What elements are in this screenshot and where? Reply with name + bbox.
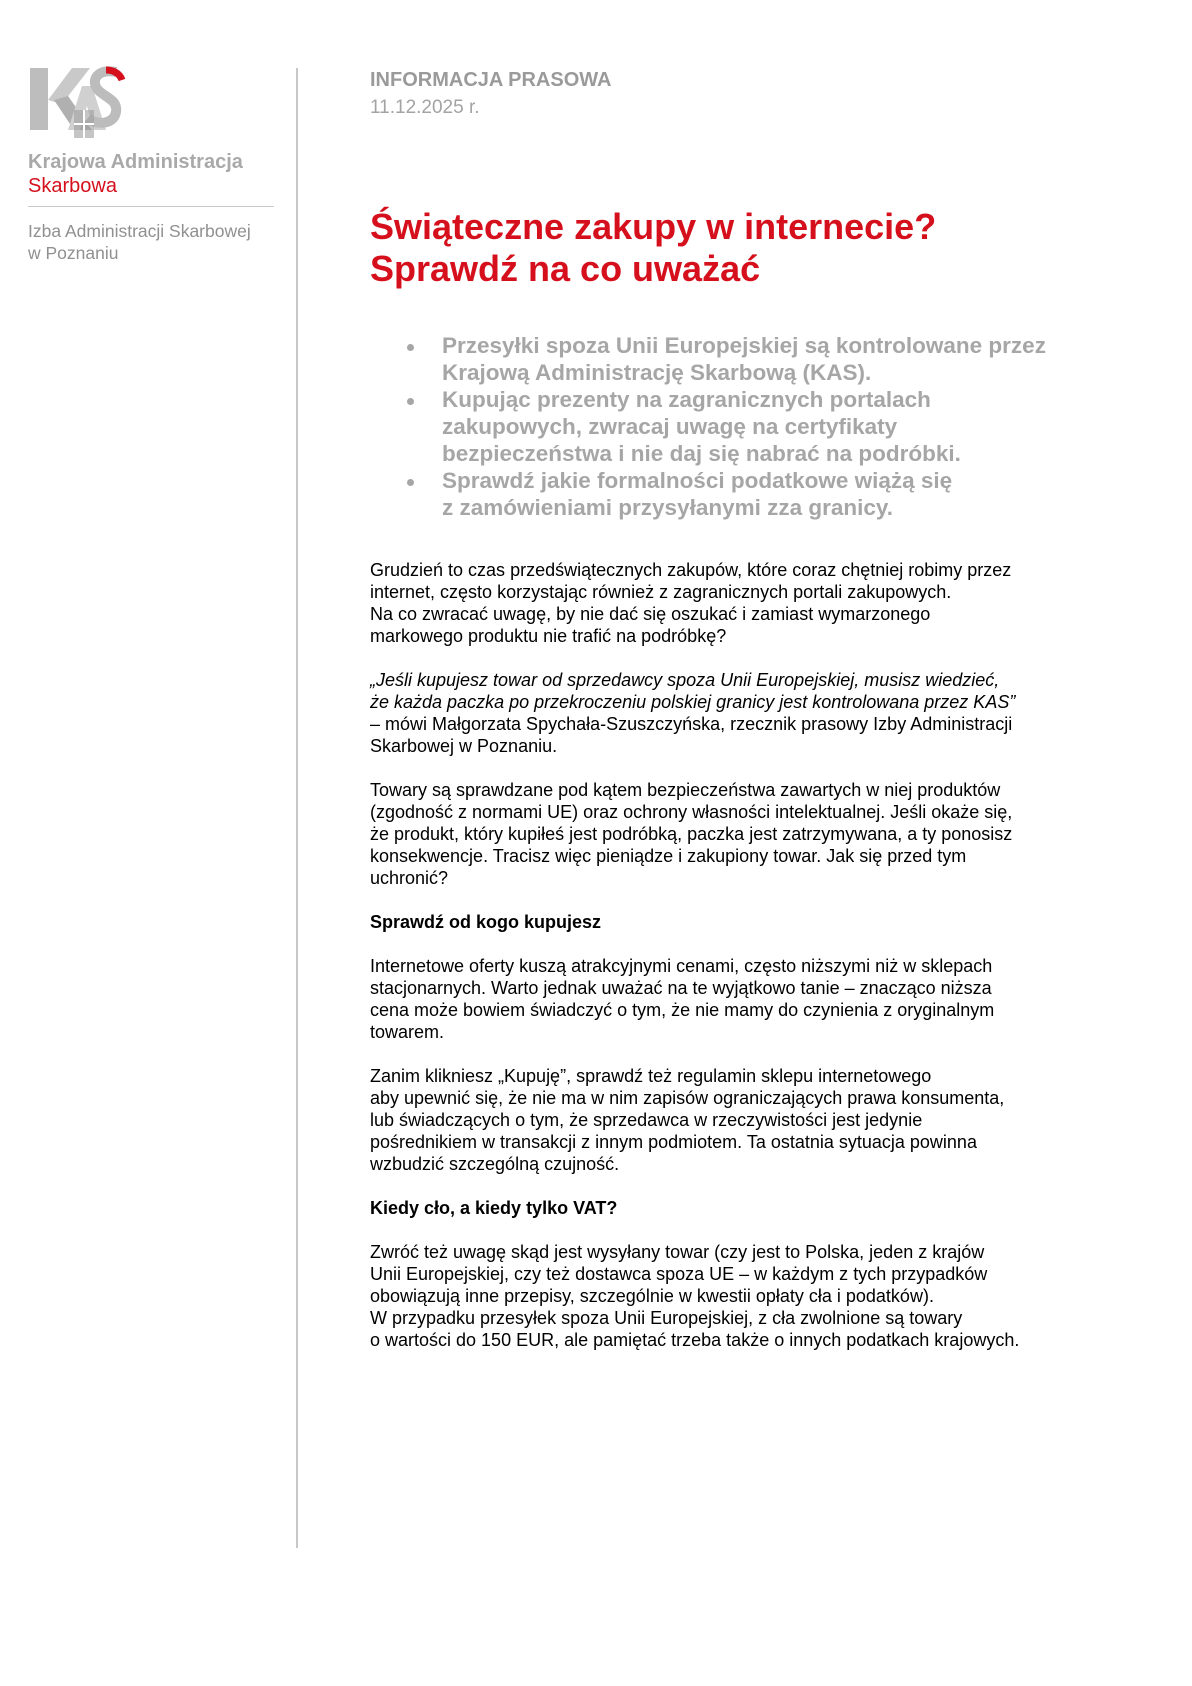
paragraph-quote: „Jeśli kupujesz towar od sprzedawcy spoza Unii Europejskiej, musisz wiedzieć, że każda paczka po przekroczeniu polskiej granicy jest kontrolowana przez KAS” – mówi Małgorzata Spychała-Szuszczyńska, rzecznik prasowy Izby Administracji Skarbowej w Poznaniu. (370, 670, 1016, 756)
paragraph-intro: Grudzień to czas przedświątecznych zakupów, które coraz chętniej robimy przez internet, często korzystając również z zagranicznych portali zakupowych. Na co zwracać uwagę, by nie dać się oszukać i zamiast wymarzonego markowego produktu nie trafić na podróbkę? (370, 560, 1012, 646)
org-name-line1: Krajowa Administracja (28, 151, 243, 173)
paragraph-terms: Zanim klikniesz „Kupuję”, sprawdź też regulamin sklepu internetowego aby upewnić się, że nie ma w nim zapisów ograniczających prawa konsumenta, lub świadczących o tym, że sprzedawca w rzeczywistości jest jedynie pośrednikiem w transakcji z innym podmiotem. Ta ostatnia sytuacja powinna wzbudzić szczególną czujność. (370, 1066, 1005, 1174)
main-content (370, 68, 1130, 1351)
bullet-icon (407, 479, 414, 486)
section-heading: Sprawdź od kogo kupujesz (370, 912, 602, 932)
paragraph-offers: Internetowe oferty kuszą atrakcyjnymi cenami, często niższymi niż w sklepach stacjonarnych. Warto jednak uważać na te wyjątkowo tanie – znacząco niższa cena może bowiem świadczyć o tym, że nie mamy do czynienia z oryginalnym towarem. (370, 956, 995, 1042)
bullet-icon (407, 398, 414, 405)
key-points-list (370, 332, 1130, 521)
paragraph-goods: Towary są sprawdzane pod kątem bezpieczeństwa zawartych w niej produktów (zgodność z normami UE) oraz ochrony własności intelektualnej. Jeśli okaże się, że produkt, który kupiłeś jest podróbką, paczka jest zatrzymywana, a ty ponosisz konsekwencje. Tracisz więc pieniądze i zakupiony towar. Jak się przed tym uchronić? (370, 780, 1013, 888)
section-heading: Kiedy cło, a kiedy tylko VAT? (370, 1198, 618, 1218)
bullet-icon (407, 344, 414, 351)
document-date: 11.12.2025 r. (370, 97, 480, 118)
kas-logo (28, 66, 128, 146)
chamber-name-line1: Izba Administracji Skarbowej (28, 221, 251, 241)
title-line1: Świąteczne zakupy w internecie? (370, 206, 937, 247)
vertical-divider (296, 68, 298, 1548)
sidebar-divider (28, 206, 274, 207)
key-point: Sprawdź jakie formalności podatkowe wiążą się z zamówieniami przysyłanymi zza granicy. (370, 467, 1130, 521)
org-name-line2: Skarbowa (28, 175, 117, 197)
key-point: Przesyłki spoza Unii Europejskiej są kontrolowane przez Krajową Administrację Skarbową (KAS). (370, 332, 1130, 386)
key-point: Kupując prezenty na zagranicznych portalach zakupowych, zwracaj uwagę na certyfikaty bezpieczeństwa i nie daj się nabrać na podróbki. (370, 386, 1130, 467)
title-line2: Sprawdź na co uważać (370, 248, 761, 289)
chamber-name (28, 220, 251, 264)
document-type-label: INFORMACJA PRASOWA (370, 69, 612, 91)
org-name (28, 150, 243, 198)
chamber-name-line2: w Poznaniu (28, 243, 119, 263)
paragraph-origin: Zwróć też uwagę skąd jest wysyłany towar (czy jest to Polska, jeden z krajów Unii Europejskiej, czy też dostawca spoza UE – w każdym z tych przypadków obowiązują inne przepisy, szczególnie w kwestii opłaty cła i podatków). W przypadku przesyłek spoza Unii Europejskiej, z cła zwolnione są towary o wartości do 150 EUR, ale pamiętać trzeba także o innych podatkach krajowych. (370, 1242, 1020, 1350)
page-title (370, 206, 1130, 290)
